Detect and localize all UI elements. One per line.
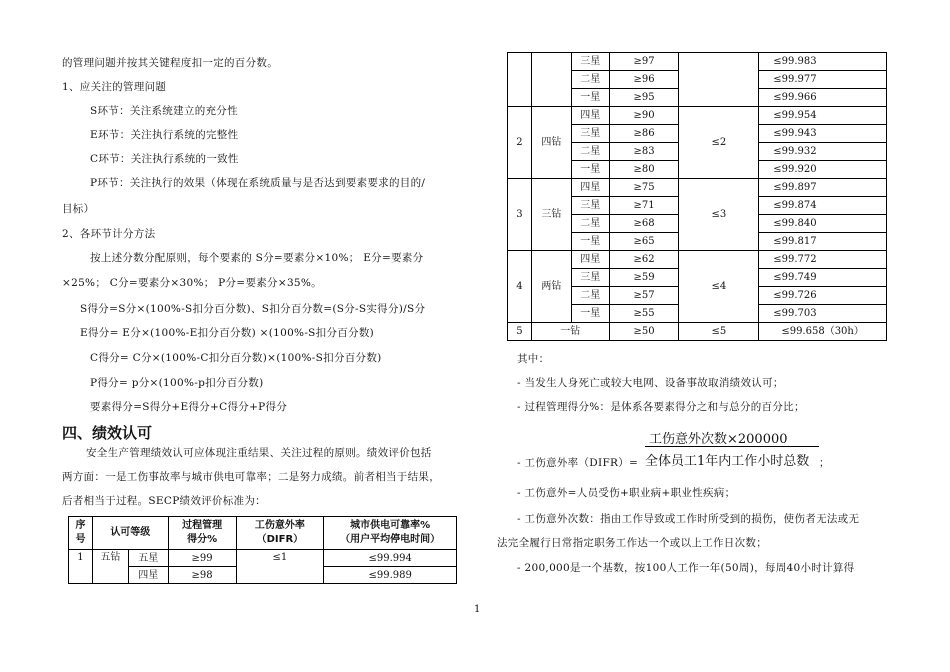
performance-table-part2	[507, 52, 887, 341]
fraction-denominator: 全体员工1年内工作小时总数	[645, 454, 810, 469]
fraction-bar	[645, 446, 819, 447]
cell-rel: ≤99.726	[759, 287, 887, 305]
cell-rel: ≤99.817	[759, 233, 887, 251]
cell-star: 四星	[571, 251, 609, 269]
body-line: 安全生产管理绩效认可应体现注重结果、关注过程的原则。绩效评价包括	[86, 447, 432, 459]
note-line: - 工伤意外次数：指由工作导致或工作时所受到的损伤，使伤者无法或无	[517, 513, 860, 525]
cell-rel: ≤99.983	[759, 53, 887, 71]
cell-rel: ≤99.658（30h）	[759, 323, 887, 341]
cell-proc: ≥83	[609, 143, 679, 161]
cell-difr: ≤4	[679, 251, 759, 323]
cell-proc: ≥97	[609, 53, 679, 71]
cell-star: 四星	[128, 567, 168, 584]
note-line: - 过程管理得分%：是体系各要素得分之和与总分的百分比；	[517, 401, 805, 413]
heading-scoring-method: 2、各环节计分方法	[62, 228, 156, 240]
cell-grade: 三钻	[531, 179, 571, 251]
header-difr: 工伤意外率 （DIFR）	[236, 517, 324, 550]
cell-rel: ≤99.874	[759, 197, 887, 215]
header-reliability: 城市供电可靠率% （用户平均停电时间）	[324, 517, 457, 550]
cell-seq	[508, 53, 532, 107]
text-line: 目标）	[62, 203, 95, 215]
difr-fraction	[645, 424, 825, 468]
page-number: 1	[474, 604, 481, 615]
cell-grade: 四钻	[531, 107, 571, 179]
difr-label: - 工伤意外率（DIFR）=	[517, 457, 639, 469]
heading-management-issues: 1、应关注的管理问题	[62, 81, 167, 93]
cell-proc: ≥57	[609, 287, 679, 305]
cell-star: 五星	[128, 550, 168, 567]
cell-proc: ≥65	[609, 233, 679, 251]
cell-rel: ≤99.977	[759, 71, 887, 89]
cell-proc: ≥71	[609, 197, 679, 215]
cell-rel: ≤99.840	[759, 215, 887, 233]
cell-star: 三星	[571, 53, 609, 71]
notes-lead: 其中：	[517, 353, 550, 365]
cell-proc: ≥55	[609, 305, 679, 323]
cell-star: 一星	[571, 233, 609, 251]
text-line: P环节：关注执行的效果（体现在系统质量与是否达到要素要求的目的/	[90, 177, 426, 189]
cell-star: 二星	[571, 215, 609, 233]
text-line: C环节：关注执行系统的一致性	[90, 153, 239, 165]
cell-proc: ≥50	[609, 323, 679, 341]
formula-line: 要素得分=S得分+E得分+C得分+P得分	[90, 401, 288, 413]
cell-star: 一星	[571, 161, 609, 179]
cell-proc: ≥96	[609, 71, 679, 89]
cell-star: 三星	[571, 125, 609, 143]
table-row	[508, 107, 887, 125]
formula-line: P得分= p分×(100%-p扣分百分数)	[90, 377, 264, 389]
cell-rel: ≤99.920	[759, 161, 887, 179]
cell-rel: ≤99.954	[759, 107, 887, 125]
text-line: S环节：关注系统建立的充分性	[90, 105, 238, 117]
cell-star: 三星	[571, 269, 609, 287]
body-line: 两方面：一是工伤事故率与城市供电可靠率；二是努力成绩。前者相当于结果，	[62, 471, 440, 483]
cell-difr: ≤2	[679, 107, 759, 179]
formula-line: C得分= C分×(100%-C扣分百分数)×(100%-S扣分百分数)	[90, 352, 382, 364]
text-line: E环节：关注执行系统的完整性	[90, 129, 239, 141]
cell-proc: ≥62	[609, 251, 679, 269]
formula-line: S得分=S分×(100%-S扣分百分数)、S扣分百分数=(S分-S实得分)/S分	[80, 303, 426, 315]
cell-rel: ≤99.772	[759, 251, 887, 269]
cell-proc: ≥95	[609, 89, 679, 107]
cell-grade: 一钻	[531, 323, 609, 341]
note-line: - 工伤意外=人员受伤+职业病+职业性疾病；	[517, 487, 736, 499]
table-header-row	[69, 517, 457, 550]
text-line: 按上述分数分配原则，每个要素的 S分=要素分×10%； E分=要素分	[90, 252, 424, 264]
cell-proc: ≥90	[609, 107, 679, 125]
cell-rel: ≤99.932	[759, 143, 887, 161]
cell-proc: ≥59	[609, 269, 679, 287]
cell-proc: ≥80	[609, 161, 679, 179]
cell-difr	[679, 53, 759, 107]
cell-proc: ≥75	[609, 179, 679, 197]
cell-difr: ≤3	[679, 179, 759, 251]
fraction-numerator: 工伤意外次数×200000	[649, 432, 788, 447]
section-title: 四、绩效认可	[62, 424, 153, 442]
cell-proc: ≥99	[168, 550, 236, 567]
cell-star: 一星	[571, 89, 609, 107]
cell-seq: 2	[508, 107, 532, 179]
cell-seq: 1	[69, 550, 93, 584]
table-row	[69, 550, 457, 567]
cell-star: 四星	[571, 179, 609, 197]
cell-grade: 两钻	[531, 251, 571, 323]
cell-star: 二星	[571, 71, 609, 89]
cell-seq: 4	[508, 251, 532, 323]
formula-line: E得分= E分×(100%-E扣分百分数) ×(100%-S扣分百分数)	[80, 327, 375, 339]
table-row	[508, 251, 887, 269]
cell-rel: ≤99.749	[759, 269, 887, 287]
cell-proc: ≥68	[609, 215, 679, 233]
cell-grade	[531, 53, 571, 107]
cell-rel: ≤99.703	[759, 305, 887, 323]
header-level: 认可等级	[92, 517, 168, 550]
cell-proc: ≥98	[168, 567, 236, 584]
cell-star: 二星	[571, 287, 609, 305]
cell-rel: ≤99.989	[324, 567, 457, 584]
cell-rel: ≤99.943	[759, 125, 887, 143]
cell-star: 四星	[571, 107, 609, 125]
note-line: 法完全履行日常指定职务工作达一个或以上工作日次数；	[497, 537, 767, 549]
cell-proc: ≥86	[609, 125, 679, 143]
cell-difr: ≤5	[679, 323, 759, 341]
note-line: - 200,000是一个基数，按100人工作一年(50周)，每周40小时计算得	[517, 562, 855, 574]
table-row	[508, 53, 887, 71]
cell-rel: ≤99.897	[759, 179, 887, 197]
header-process-score: 过程管理 得分%	[168, 517, 236, 550]
cell-grade: 五钻	[92, 550, 128, 584]
cell-seq: 5	[508, 323, 532, 341]
cell-star: 二星	[571, 143, 609, 161]
table-row	[508, 323, 887, 341]
header-seq: 序 号	[69, 517, 93, 550]
text-line: 的管理问题并按其关键程度扣一定的百分数。	[62, 57, 278, 69]
performance-table-part1	[68, 516, 457, 584]
cell-star: 一星	[571, 305, 609, 323]
text-line: ×25%； C分=要素分×30%； P分=要素分×35%。	[62, 277, 322, 289]
cell-star: 三星	[571, 197, 609, 215]
body-line: 后者相当于过程。SECP绩效评价标准为：	[62, 495, 266, 507]
cell-rel: ≤99.966	[759, 89, 887, 107]
note-line: - 当发生人身死亡或较大电网、设备事故取消绩效认可；	[517, 377, 784, 389]
fraction-tail: ；	[819, 457, 830, 469]
cell-difr: ≤1	[236, 550, 324, 584]
cell-seq: 3	[508, 179, 532, 251]
table-row	[508, 179, 887, 197]
cell-rel: ≤99.994	[324, 550, 457, 567]
